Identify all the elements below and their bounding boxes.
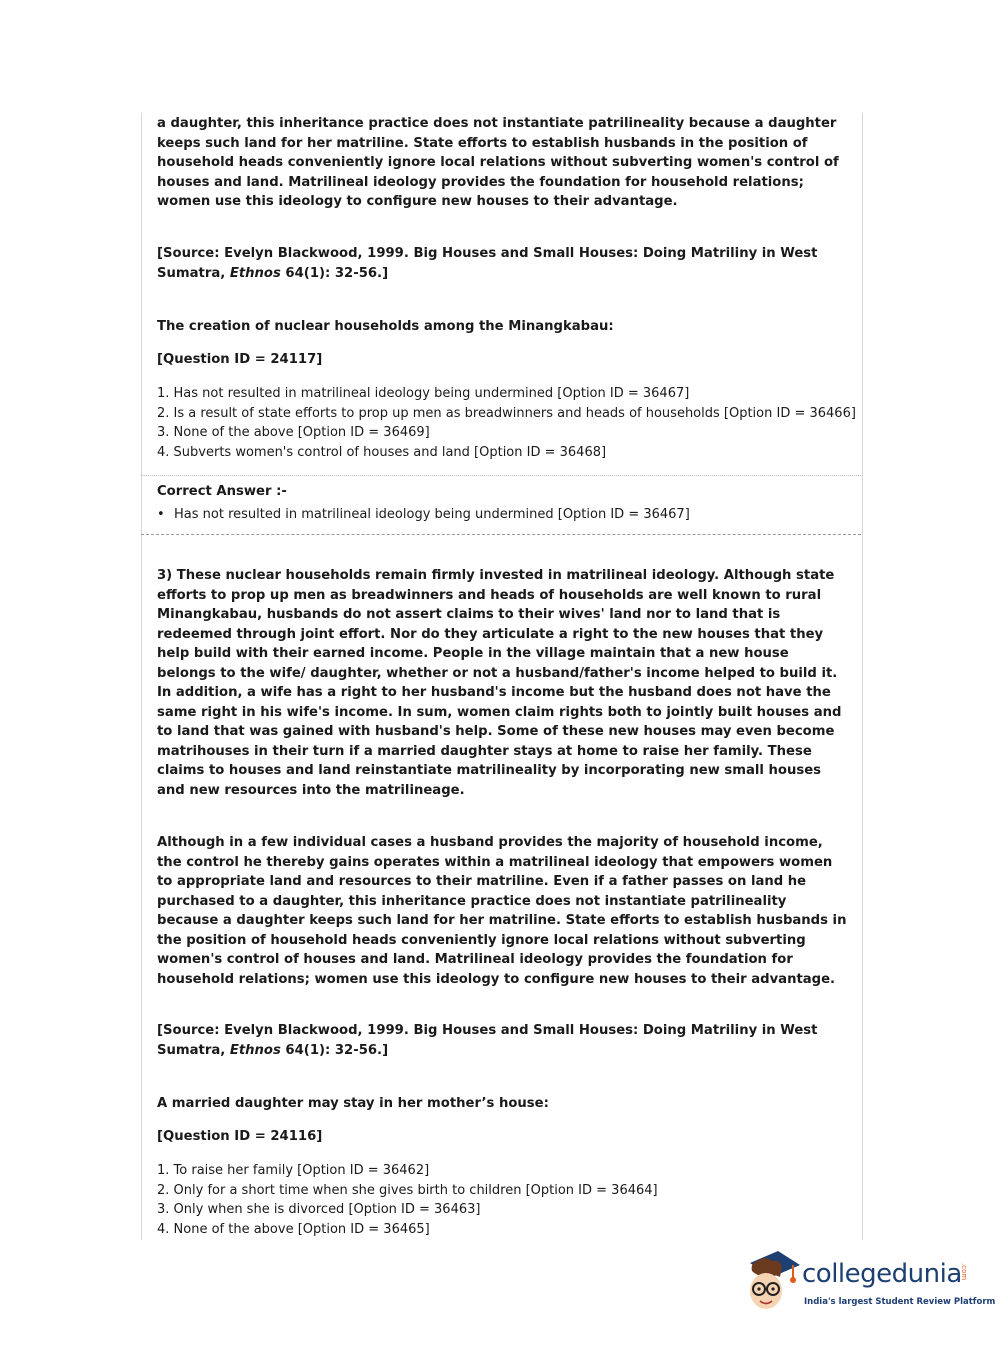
divider [141,475,861,476]
source-journal: Ethnos [229,265,281,281]
source-volume: 64(1): 32-56.] [280,265,389,281]
option-item: 4. None of the above [Option ID = 36465] [157,1221,430,1237]
source-citation [157,244,849,283]
source-journal: Ethnos [229,1042,281,1058]
collegedunia-logo[interactable] [742,1249,996,1321]
question-text: A married daughter may stay in her mother’s house: [157,1096,549,1111]
option-item: 4. Subverts women's control of houses and land [Option ID = 36468] [157,444,607,460]
source-volume: 64(1): 32-56.] [280,1042,389,1058]
passage-paragraph: 3) These nuclear households remain firmly invested in matrilineal ideology. Although state efforts to prop up men as breadwinners and heads of households are well known to rural Minangkabau, husbands do not assert claims to their wives' land nor to land that is redeemed through joint effort. Nor do they articulate a right to the new houses that they help build with their earned income. People in the village maintain that a new house belongs to the wife/ daughter, whether or not a husband/father's income helped to build it. In addition, a wife has a right to her husband's income but the husband does not have the same right in his wife's income. In sum, women claim rights both to jointly built houses and to land that was gained with husband's help. Some of these new houses may even become matrihouses in their turn if a married daughter stays at home to raise her family. These claims to houses and land reinstantiate matrilineality by incorporating new small houses and new resources into the matrilineage. [157,568,842,798]
question-text: The creation of nuclear households among the Minangkabau: [157,319,614,334]
bullet: • [157,507,165,522]
source-text: [Source: Evelyn Blackwood, 1999. Big Houses and Small Houses: Doing Matriliny in West Sumatra, [157,246,818,281]
source-text: [Source: Evelyn Blackwood, 1999. Big Houses and Small Houses: Doing Matriliny in West Sumatra, [157,1023,818,1058]
section-divider [141,534,861,535]
option-list [157,384,857,462]
question-id: [Question ID = 24116] [157,1129,323,1144]
option-list [157,1161,857,1239]
correct-answer-value: Has not resulted in matrilineal ideology being undermined [Option ID = 36467] [174,507,690,522]
option-item: 2. Only for a short time when she gives birth to children [Option ID = 36464] [157,1182,658,1198]
correct-answer [157,505,690,525]
option-item: 1. To raise her family [Option ID = 36462] [157,1163,430,1178]
option-item: 1. Has not resulted in matrilineal ideology being undermined [Option ID = 36467] [157,386,690,401]
correct-answer-label: Correct Answer :- [157,484,287,499]
passage-continuation: a daughter, this inheritance practice does not instantiate patrilineality because a daughter keeps such land for her matriline. State efforts to establish husbands in the position of household heads conveniently ignore local relations without subverting women's control of houses and land. Matrilineal ideology provides the foundation for household relations; women use this ideology to configure new houses to their advantage. [157,116,839,209]
logo-wordmark: collegedunia [802,1259,962,1289]
option-item: 3. None of the above [Option ID = 36469] [157,425,430,440]
source-citation [157,1021,849,1060]
option-item: 2. Is a result of state efforts to prop up men as breadwinners and heads of households [Option ID = 36466] [157,405,856,421]
mascot-icon [742,1249,802,1321]
passage-paragraph: Although in a few individual cases a husband provides the majority of household income, the control he thereby gains operates within a matrilineal ideology that empowers women to appropriate land and resources to their matriline. Even if a father passes on land he purchased to a daughter, this inheritance practice does not instantiate patrilineality because a daughter keeps such land for her matriline. State efforts to establish husbands in the position of household heads conveniently ignore local relations without subverting women's control of houses and land. Matrilineal ideology provides the foundation for household relations; women use this ideology to configure new houses to their advantage. [157,835,847,987]
logo-tagline: India's largest Student Review Platform [804,1297,996,1307]
logo-suffix: .com [960,1263,968,1281]
option-item: 3. Only when she is divorced [Option ID = 36463] [157,1202,481,1217]
question-id: [Question ID = 24117] [157,352,323,367]
